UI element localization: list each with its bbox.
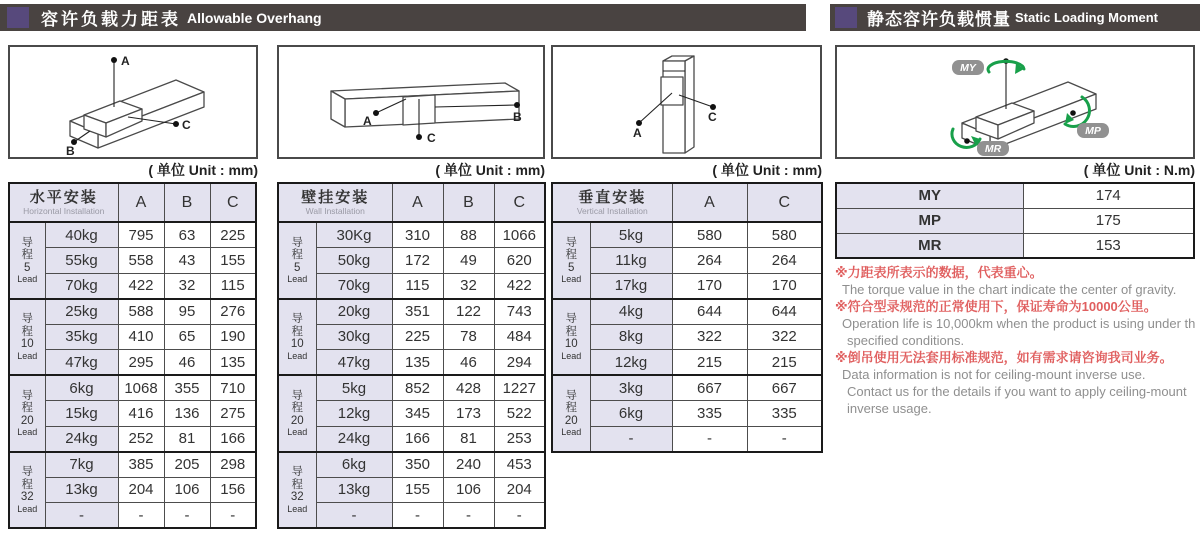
- moment-value: 175: [1023, 208, 1194, 233]
- actuator-isometric-icon: [10, 47, 256, 157]
- value-cell: 106: [164, 477, 210, 503]
- load-cell: 70kg: [45, 273, 118, 299]
- table-row: [9, 273, 256, 299]
- value-cell: 136: [164, 401, 210, 427]
- overhang-table: [551, 182, 823, 453]
- moment-table-container: [835, 182, 1195, 259]
- label-a: A: [633, 126, 642, 140]
- lead-cell: 导 程 20 Lead: [278, 375, 316, 452]
- lead-cell: 导 程 20 Lead: [552, 375, 590, 452]
- value-cell: 644: [672, 299, 747, 325]
- section-title-en: Allowable Overhang: [187, 9, 322, 26]
- table-row: [278, 503, 545, 529]
- table-row: [9, 477, 256, 503]
- my-label: MY: [960, 62, 976, 74]
- load-cell: 70kg: [316, 273, 392, 299]
- table-row: [278, 273, 545, 299]
- value-cell: 276: [210, 299, 256, 325]
- table-row: [278, 477, 545, 503]
- value-cell: 155: [210, 248, 256, 274]
- value-cell: 49: [443, 248, 494, 274]
- load-cell: 3kg: [590, 375, 672, 401]
- section-title-en: Static Loading Moment: [1015, 10, 1158, 25]
- value-cell: 295: [118, 350, 164, 376]
- value-cell: 46: [443, 350, 494, 376]
- table-row: [9, 222, 256, 248]
- value-cell: 264: [747, 248, 822, 274]
- column-header: C: [210, 183, 256, 222]
- value-cell: 588: [118, 299, 164, 325]
- table-row: [278, 248, 545, 274]
- static-moment-diagram: [835, 45, 1195, 159]
- value-cell: 65: [164, 324, 210, 350]
- value-cell: 43: [164, 248, 210, 274]
- load-cell: 12kg: [590, 350, 672, 376]
- value-cell: -: [164, 503, 210, 529]
- table-row: [552, 222, 822, 248]
- table-row: [9, 452, 256, 478]
- accent-square-icon: [7, 7, 29, 28]
- value-cell: 275: [210, 401, 256, 427]
- load-cell: -: [316, 503, 392, 529]
- value-cell: 1227: [494, 375, 545, 401]
- note-line-en: specified conditions.: [847, 333, 965, 348]
- lead-cell: 导 程 5 Lead: [278, 222, 316, 299]
- load-cell: 15kg: [45, 401, 118, 427]
- value-cell: 156: [210, 477, 256, 503]
- column-header: A: [118, 183, 164, 222]
- value-cell: 166: [392, 426, 443, 452]
- horizontal-installation-diagram: [8, 45, 258, 159]
- table-title-zh: 壁挂安装: [301, 189, 370, 206]
- lead-cell: 导 程 5 Lead: [552, 222, 590, 299]
- value-cell: 580: [672, 222, 747, 248]
- unit-label-mm: ( 单位 Unit : mm): [435, 162, 545, 178]
- value-cell: 205: [164, 452, 210, 478]
- load-cell: 7kg: [45, 452, 118, 478]
- value-cell: -: [210, 503, 256, 529]
- load-cell: 30kg: [316, 324, 392, 350]
- load-cell: 6kg: [590, 401, 672, 427]
- value-cell: 253: [494, 426, 545, 452]
- moment-row: [836, 183, 1194, 208]
- unit-label-mm: ( 单位 Unit : mm): [148, 162, 258, 178]
- label-a: A: [363, 114, 372, 128]
- table-row: [552, 324, 822, 350]
- value-cell: 355: [164, 375, 210, 401]
- load-cell: 4kg: [590, 299, 672, 325]
- table-row: [552, 350, 822, 376]
- value-cell: 204: [118, 477, 164, 503]
- value-cell: 170: [672, 273, 747, 299]
- table-row: [9, 299, 256, 325]
- value-cell: 322: [747, 324, 822, 350]
- moment-label: MP: [836, 208, 1023, 233]
- accent-square-icon: [835, 7, 857, 28]
- load-cell: 25kg: [45, 299, 118, 325]
- table-title-en: Horizontal Installation: [23, 206, 105, 216]
- load-cell: 47kg: [45, 350, 118, 376]
- table-row: [278, 299, 545, 325]
- load-cell: 24kg: [316, 426, 392, 452]
- table-row: [278, 375, 545, 401]
- value-cell: -: [118, 503, 164, 529]
- moment-value: 174: [1023, 183, 1194, 208]
- value-cell: 81: [443, 426, 494, 452]
- value-cell: 294: [494, 350, 545, 376]
- load-cell: 20kg: [316, 299, 392, 325]
- table-header-row: [9, 183, 256, 222]
- lead-cell: 导 程 10 Lead: [552, 299, 590, 376]
- value-cell: 32: [443, 273, 494, 299]
- value-cell: 743: [494, 299, 545, 325]
- value-cell: 32: [164, 273, 210, 299]
- value-cell: 667: [672, 375, 747, 401]
- column-header: B: [443, 183, 494, 222]
- load-cell: 30Kg: [316, 222, 392, 248]
- value-cell: 63: [164, 222, 210, 248]
- value-cell: 115: [210, 273, 256, 299]
- lead-cell: 导 程 32 Lead: [278, 452, 316, 529]
- section-header-allowable-overhang: [0, 4, 806, 31]
- moment-label: MR: [836, 233, 1023, 258]
- table-title-zh: 垂直安装: [578, 189, 647, 206]
- table-title-cell: [552, 183, 672, 222]
- value-cell: 350: [392, 452, 443, 478]
- load-cell: 17kg: [590, 273, 672, 299]
- column-header: C: [494, 183, 545, 222]
- column-header: C: [747, 183, 822, 222]
- unit-label-mm: ( 单位 Unit : mm): [712, 162, 822, 178]
- table-row: [552, 273, 822, 299]
- value-cell: 1066: [494, 222, 545, 248]
- overhang-table-container: [8, 182, 257, 529]
- table-title-zh: 水平安装: [29, 189, 98, 206]
- value-cell: 1068: [118, 375, 164, 401]
- note-line-zh: ※力距表所表示的数据，代表重心。: [835, 265, 1043, 280]
- section-title-zh: 静态容许负载惯量: [867, 10, 1011, 29]
- value-cell: 453: [494, 452, 545, 478]
- value-cell: 170: [747, 273, 822, 299]
- table-row: [278, 222, 545, 248]
- table-title-cell: [278, 183, 392, 222]
- overhang-table: [277, 182, 546, 529]
- value-cell: 122: [443, 299, 494, 325]
- value-cell: 335: [672, 401, 747, 427]
- value-cell: 155: [392, 477, 443, 503]
- value-cell: 322: [672, 324, 747, 350]
- value-cell: 225: [392, 324, 443, 350]
- table-row: [278, 324, 545, 350]
- section-title-zh: 容许负载力距表: [41, 10, 181, 29]
- value-cell: 416: [118, 401, 164, 427]
- overhang-table: [8, 182, 257, 529]
- load-cell: 50kg: [316, 248, 392, 274]
- load-cell: 6kg: [45, 375, 118, 401]
- value-cell: 106: [443, 477, 494, 503]
- load-cell: 12kg: [316, 401, 392, 427]
- column-header: A: [392, 183, 443, 222]
- value-cell: 81: [164, 426, 210, 452]
- label-c: C: [708, 110, 717, 124]
- value-cell: 135: [210, 350, 256, 376]
- table-row: [278, 452, 545, 478]
- moment-row: [836, 233, 1194, 258]
- load-cell: 11kg: [590, 248, 672, 274]
- table-row: [552, 426, 822, 452]
- load-cell: 8kg: [590, 324, 672, 350]
- value-cell: 428: [443, 375, 494, 401]
- value-cell: 710: [210, 375, 256, 401]
- table-row: [552, 299, 822, 325]
- load-cell: -: [45, 503, 118, 529]
- value-cell: 190: [210, 324, 256, 350]
- note-line-en: inverse usage.: [847, 401, 932, 416]
- load-cell: 5kg: [590, 222, 672, 248]
- load-cell: 6kg: [316, 452, 392, 478]
- value-cell: 204: [494, 477, 545, 503]
- note-line-en: Data information is not for ceiling-mount inverse use.: [842, 367, 1146, 382]
- value-cell: 484: [494, 324, 545, 350]
- actuator-vertical-icon: [553, 47, 820, 157]
- mr-label: MR: [984, 143, 1002, 155]
- moment-row: [836, 208, 1194, 233]
- value-cell: 252: [118, 426, 164, 452]
- value-cell: 215: [747, 350, 822, 376]
- value-cell: 310: [392, 222, 443, 248]
- value-cell: 644: [747, 299, 822, 325]
- column-header: B: [164, 183, 210, 222]
- notes: [835, 264, 1200, 417]
- actuator-side-icon: [279, 47, 543, 157]
- table-title-en: Wall Installation: [305, 206, 365, 216]
- value-cell: 410: [118, 324, 164, 350]
- value-cell: -: [392, 503, 443, 529]
- table-row: [9, 375, 256, 401]
- table-header-row: [552, 183, 822, 222]
- table-row: [552, 375, 822, 401]
- value-cell: 580: [747, 222, 822, 248]
- table-title-cell: [9, 183, 118, 222]
- table-row: [9, 503, 256, 529]
- value-cell: -: [443, 503, 494, 529]
- note-line-en: The torque value in the chart indicate the center of gravity.: [842, 282, 1177, 297]
- value-cell: 172: [392, 248, 443, 274]
- label-b: B: [513, 110, 522, 124]
- label-b: B: [66, 144, 75, 157]
- value-cell: 78: [443, 324, 494, 350]
- moment-value: 153: [1023, 233, 1194, 258]
- value-cell: 135: [392, 350, 443, 376]
- value-cell: 345: [392, 401, 443, 427]
- table-row: [9, 401, 256, 427]
- overhang-table-container: [551, 182, 822, 453]
- value-cell: 522: [494, 401, 545, 427]
- value-cell: 335: [747, 401, 822, 427]
- value-cell: 385: [118, 452, 164, 478]
- value-cell: 667: [747, 375, 822, 401]
- table-header-row: [278, 183, 545, 222]
- value-cell: 422: [494, 273, 545, 299]
- value-cell: -: [494, 503, 545, 529]
- load-cell: 47kg: [316, 350, 392, 376]
- load-cell: 24kg: [45, 426, 118, 452]
- note-line-zh: ※符合型录规范的正常使用下，保证寿命为10000公里。: [835, 299, 1157, 314]
- value-cell: 298: [210, 452, 256, 478]
- value-cell: 166: [210, 426, 256, 452]
- value-cell: 88: [443, 222, 494, 248]
- value-cell: 795: [118, 222, 164, 248]
- label-c: C: [427, 131, 436, 145]
- value-cell: 46: [164, 350, 210, 376]
- overhang-table-container: [277, 182, 545, 529]
- note-line-zh: ※倒吊使用无法套用标准规范，如有需求请咨询我司业务。: [835, 350, 1173, 365]
- table-row: [278, 350, 545, 376]
- value-cell: 422: [118, 273, 164, 299]
- table-row: [9, 324, 256, 350]
- load-cell: 5kg: [316, 375, 392, 401]
- table-row: [278, 426, 545, 452]
- value-cell: 225: [210, 222, 256, 248]
- vertical-installation-diagram: [551, 45, 822, 159]
- value-cell: 620: [494, 248, 545, 274]
- note-line-en: Operation life is 10,000km when the product is using under th: [842, 316, 1196, 331]
- value-cell: -: [747, 426, 822, 452]
- load-cell: -: [590, 426, 672, 452]
- lead-cell: 导 程 5 Lead: [9, 222, 45, 299]
- value-cell: 215: [672, 350, 747, 376]
- unit-label-nm: ( 单位 Unit : N.m): [1083, 162, 1195, 178]
- lead-cell: 导 程 20 Lead: [9, 375, 45, 452]
- value-cell: 351: [392, 299, 443, 325]
- table-row: [9, 426, 256, 452]
- load-cell: 13kg: [316, 477, 392, 503]
- table-row: [552, 248, 822, 274]
- value-cell: -: [672, 426, 747, 452]
- table-row: [9, 350, 256, 376]
- value-cell: 173: [443, 401, 494, 427]
- table-row: [552, 401, 822, 427]
- lead-cell: 导 程 10 Lead: [278, 299, 316, 376]
- section-header-static-loading-moment: [830, 4, 1200, 31]
- load-cell: 13kg: [45, 477, 118, 503]
- wall-installation-diagram: [277, 45, 545, 159]
- table-row: [278, 401, 545, 427]
- lead-cell: 导 程 10 Lead: [9, 299, 45, 376]
- moment-label: MY: [836, 183, 1023, 208]
- load-cell: 40kg: [45, 222, 118, 248]
- label-c: C: [182, 118, 191, 132]
- table-title-en: Vertical Installation: [576, 206, 648, 216]
- value-cell: 558: [118, 248, 164, 274]
- load-cell: 35kg: [45, 324, 118, 350]
- value-cell: 240: [443, 452, 494, 478]
- note-line-en: Contact us for the details if you want to apply ceiling-mount: [847, 384, 1187, 399]
- value-cell: 852: [392, 375, 443, 401]
- column-header: A: [672, 183, 747, 222]
- moment-axes-icon: [837, 47, 1193, 157]
- label-a: A: [121, 54, 130, 68]
- lead-cell: 导 程 32 Lead: [9, 452, 45, 529]
- moment-table: [835, 182, 1195, 259]
- value-cell: 95: [164, 299, 210, 325]
- value-cell: 115: [392, 273, 443, 299]
- load-cell: 55kg: [45, 248, 118, 274]
- mp-label: MP: [1085, 125, 1101, 137]
- table-row: [9, 248, 256, 274]
- value-cell: 264: [672, 248, 747, 274]
